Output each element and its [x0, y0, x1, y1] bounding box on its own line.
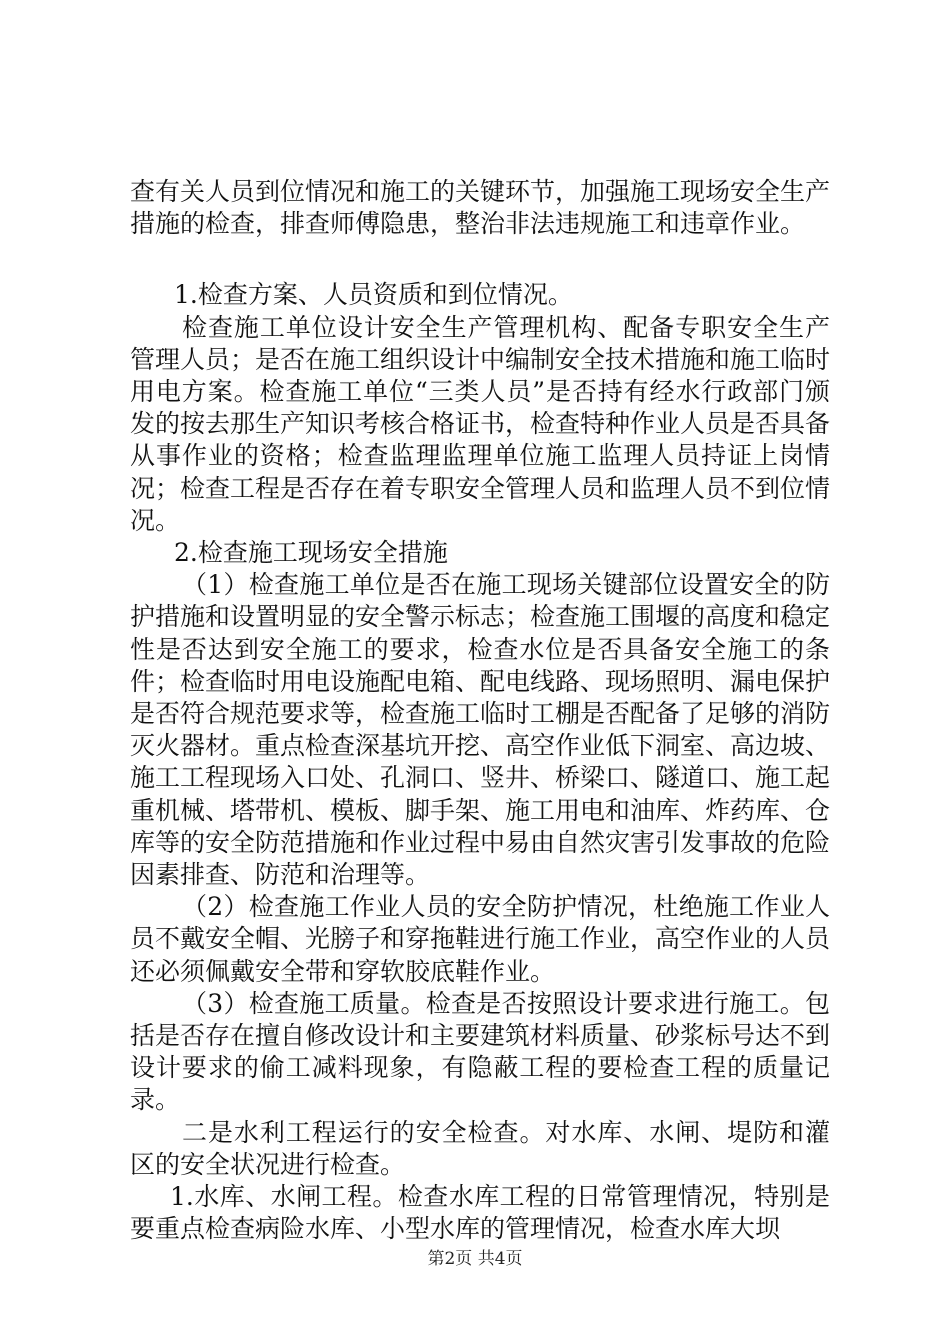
page-number: 第2页 共4页 [427, 1249, 523, 1269]
paragraph-item-1: （1）检查施工单位是否在施工现场关键部位设置安全的防护措施和设置明显的安全警示标志；检查施工围堰的高度和稳定性是否达到安全施工的要求，检查水位是否具备安全施工的条件；检查临时用电设施配电箱、配电线路、现场照明、漏电保护是否符合规范要求等，检查施工临时工棚是否配备了足够的消防灭火器材。重点检查深基坑开挖、高空作业低下洞室、高边坡、施工工程现场入口处、孔洞口、竖井、桥梁口、隧道口、施工起重机械、塔带机、模板、脚手架、施工用电和油库、炸药库、仓库等的安全防范措施和作业过程中易由自然灾害引发事故的危险因素排查、防范和治理等。 [130, 570, 831, 890]
paragraph-reservoir: 1.水库、水闸工程。检查水库工程的日常管理情况，特别是要重点检查病险水库、小型水库的管理情况，检查水库大坝 [130, 1182, 830, 1244]
paragraph-item-3: （3）检查施工质量。检查是否按照设计要求进行施工。包括是否存在擅自修改设计和主要建筑材料质量、砂浆标号达不到设计要求的偷工减料现象，有隐蔽工程的要检查工程的质量记录。 [130, 988, 831, 1115]
document-body [130, 176, 830, 1246]
heading-site-safety: 2.检查施工现场安全措施 [174, 538, 448, 568]
heading-check-plan: 1.检查方案、人员资质和到位情况。 [174, 280, 573, 310]
paragraph-intro: 查有关人员到位情况和施工的关键环节，加强施工现场安全生产措施的检查，排查师傅隐患，整治非法违规施工和违章作业。 [130, 177, 831, 239]
paragraph-operation-check: 二是水利工程运行的安全检查。对水库、水闸、堤防和灌区的安全状况进行检查。 [130, 1117, 830, 1179]
paragraph-check-plan: 检查施工单位设计安全生产管理机构、配备专职安全生产管理人员；是否在施工组织设计中编制安全技术措施和施工临时用电方案。检查施工单位“三类人员”是否持有经水行政部门颁发的按去那生产知识考核合格证书，检查特种作业人员是否具备从事作业的资格；检查监理监理单位施工监理人员持证上岗情况；检查工程是否存在着专职安全管理人员和监理人员不到位情况。 [130, 312, 831, 535]
paragraph-item-2: （2）检查施工作业人员的安全防护情况，杜绝施工作业人员不戴安全帽、光膀子和穿拖鞋进行施工作业，高空作业的人员还必须佩戴安全带和穿软胶底鞋作业。 [130, 892, 831, 986]
